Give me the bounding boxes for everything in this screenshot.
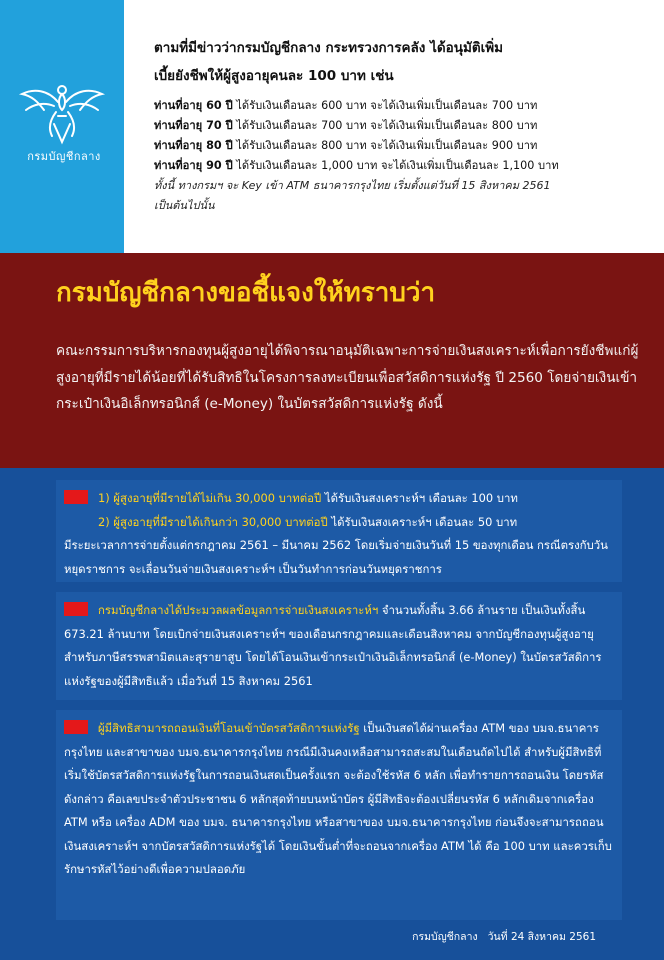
allowance-row — [154, 116, 634, 136]
allowance-text: ได้รับเงินเดือนละ 1,000 บาท จะได้เงินเพิ่มเป็นเดือนละ 1,100 บาท — [232, 159, 559, 172]
age-label: ท่านที่อายุ 80 ปี — [154, 139, 233, 152]
processing-text: จำนวนทั้งสิ้น 3.66 ล้านราย เป็นเงินทั้งสิ้น 673.21 ล้านบาท โดยเบิกจ่ายเงินสงเคราะห์ฯ ของเดือนกรกฎาคมและเดือนสิงหาคม จากบัญชีกองทุนผู้สูงอายุสำหรับภาษีสรรพสามิตและสุรายาสูบ โดยได้โอนเงินเข้ากระเป๋าเงินอิเล็กทรอนิกส์ (e-Money) ในบัตรสวัสดิการแห่งรัฐของผู้มีสิทธิแล้ว เมื่อวันที่ 15 สิงหาคม 2561 — [64, 603, 602, 688]
payment-period-text: มีระยะเวลาการจ่ายตั้งแต่กรกฎาคม 2561 – มีนาคม 2562 โดยเริ่มจ่ายเงินวันที่ 15 ของทุกเดือน กรณีตรงกับวันหยุดราชการ จะเลื่อนวันจ่ายเงินสงเคราะห์ฯ เป็นวันทำการก่อนวันหยุดราชการ — [64, 538, 608, 576]
logo-text: กรมบัญชีกลาง — [27, 150, 101, 163]
section-panel-processing — [56, 592, 622, 700]
rate-item-2-highlight: 2) ผู้สูงอายุที่มีรายได้เกินกว่า 30,000 บาทต่อปี — [98, 514, 328, 529]
news-block — [154, 34, 634, 216]
logo-panel — [0, 0, 124, 253]
banner-title: กรมบัญชีกลางขอชี้แจงให้ทราบว่า — [56, 278, 436, 308]
red-bullet-icon — [64, 490, 88, 504]
garuda-bird-icon — [14, 80, 110, 146]
age-label: ท่านที่อายุ 60 ปี — [154, 99, 233, 112]
allowance-list — [154, 96, 634, 176]
rate-item-1 — [64, 487, 616, 511]
section-panel-withdrawal — [56, 710, 622, 920]
footer-date: วันที่ 24 สิงหาคม 2561 — [487, 931, 596, 943]
header-section — [0, 0, 664, 253]
red-bullet-icon — [64, 602, 88, 616]
rate-item-2-text: ได้รับเงินสงเคราะห์ฯ เดือนละ 50 บาท — [327, 514, 518, 529]
news-headline-line-2: เบี้ยยังชีพให้ผู้สูงอายุคนละ 100 บาท เช่น — [154, 68, 394, 84]
allowance-text: ได้รับเงินเดือนละ 800 บาท จะได้เงินเพิ่มเป็นเดือนละ 900 บาท — [232, 139, 538, 152]
banner-body: คณะกรรมการบริหารกองทุนผู้สูงอายุได้พิจารณาอนุมัติเฉพาะการจ่ายเงินสงเคราะห์เพื่อการยังชีพแก่ผู้สูงอายุที่มีรายได้น้อยที่ได้รับสิทธิในโครงการลงทะเบียนเพื่อสวัสดิการแห่งรัฐ ปี 2560 โดยจ่ายเงินเข้ากระเป๋าเงินอิเล็กทรอนิกส์ (e-Money) ในบัตรสวัสดิการแห่งรัฐ ดังนี้ — [56, 343, 639, 412]
age-label: ท่านที่อายุ 70 ปี — [154, 119, 233, 132]
withdrawal-text: เป็นเงินสดได้ผ่านเครื่อง ATM ของ บมจ.ธนาคารกรุงไทย และสาขาของ บมจ.ธนาคารกรุงไทย กรณีมีเงินคงเหลือสามารถสะสมในเดือนถัดไปได้ สำหรับผู้มีสิทธิที่เริ่มใช้บัตรสวัสดิการแห่งรัฐในการถอนเงินสดเป็นครั้งแรก จะต้องใช้รหัส 6 หลัก เพื่อทำรายการถอนเงิน โดยรหัสดังกล่าว คือเลขประจำตัวประชาชน 6 หลักสุดท้ายบนหน้าบัตร ผู้มีสิทธิจะต้องเปลี่ยนรหัส 6 หลักเดิมจากเครื่อง ATM หรือ เครื่อง ADM ของ บมจ. ธนาคารกรุงไทย หรือสาขาของ บมจ.ธนาคารกรุงไทย ก่อนจึงจะสามารถถอนเงินสงเคราะห์ฯ จากบัตรสวัสดิการแห่งรัฐได้ โดยเงินขั้นต่ำที่จะถอนจากเครื่อง ATM ได้ คือ 100 บาท และควรเก็บรักษารหัสไว้อย่างดีเพื่อความปลอดภัย — [64, 721, 612, 876]
withdrawal-highlight: ผู้มีสิทธิสามารถถอนเงินที่โอนเข้าบัตรสวัสดิการแห่งรัฐ — [98, 721, 360, 735]
rate-item-1-text: ได้รับเงินสงเคราะห์ฯ เดือนละ 100 บาท — [321, 491, 518, 505]
section-panel-payment-rates — [56, 480, 622, 582]
allowance-row — [154, 156, 634, 176]
allowance-row — [154, 136, 634, 156]
red-bullet-icon — [64, 720, 88, 734]
allowance-row — [154, 96, 634, 116]
footer-org: กรมบัญชีกลาง — [412, 931, 478, 943]
allowance-text: ได้รับเงินเดือนละ 600 บาท จะได้เงินเพิ่มเป็นเดือนละ 700 บาท — [232, 99, 538, 112]
news-headline-line-1: ตามที่มีข่าวว่ากรมบัญชีกลาง กระทรวงการคลัง ได้อนุมัติเพิ่ม — [154, 40, 504, 56]
allowance-text: ได้รับเงินเดือนละ 700 บาท จะได้เงินเพิ่มเป็นเดือนละ 800 บาท — [232, 119, 538, 132]
news-note-line-1: ทั้งนี้ ทางกรมฯ จะ Key เข้า ATM ธนาคารกรุงไทย เริ่มตั้งแต่วันที่ 15 สิงหาคม 2561 — [154, 179, 551, 192]
news-note-line-2: เป็นต้นไปนั้น — [154, 199, 215, 212]
footer-signature — [0, 928, 596, 945]
rate-item-2 — [64, 511, 616, 535]
processing-highlight: กรมบัญชีกลางได้ประมวลผลข้อมูลการจ่ายเงินสงเคราะห์ฯ — [98, 603, 379, 617]
rate-item-1-highlight: 1) ผู้สูงอายุที่มีรายได้ไม่เกิน 30,000 บาทต่อปี — [98, 491, 322, 505]
age-label: ท่านที่อายุ 90 ปี — [154, 159, 233, 172]
